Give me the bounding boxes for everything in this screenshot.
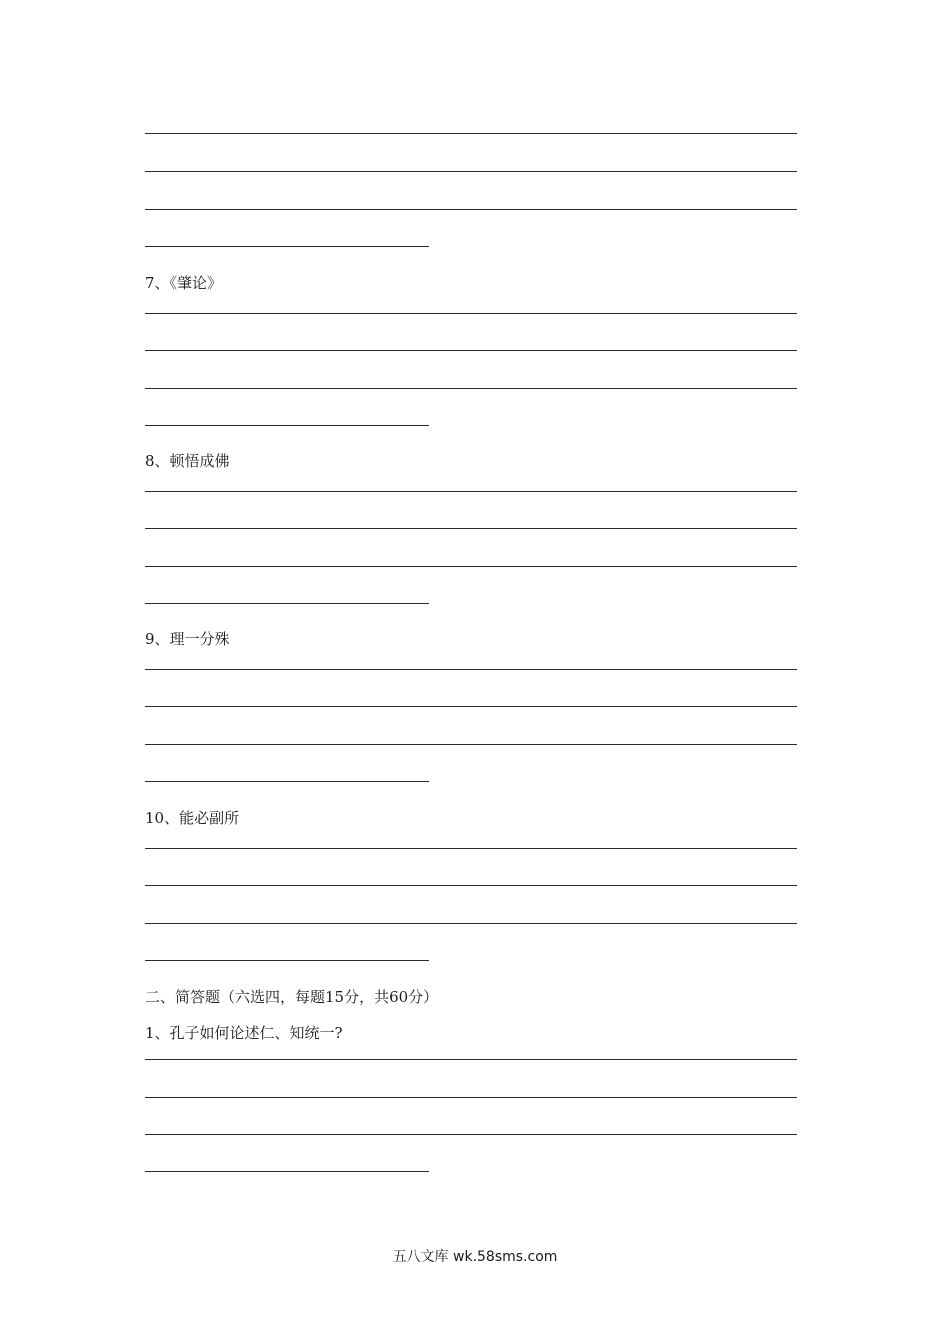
answer-line bbox=[145, 1059, 797, 1060]
section-2-question-1: 1、孔子如何论述仁、知统一? bbox=[145, 1024, 343, 1042]
footer-source-text: 五八文库 wk.58sms.com bbox=[392, 1249, 558, 1265]
question-8-label: 8、顿悟成佛 bbox=[145, 452, 230, 470]
question-9-label: 9、理一分殊 bbox=[145, 630, 230, 648]
answer-line bbox=[145, 669, 797, 670]
answer-line bbox=[145, 603, 429, 604]
answer-line bbox=[145, 885, 797, 886]
answer-line bbox=[145, 1171, 429, 1172]
answer-line bbox=[145, 313, 797, 314]
answer-line bbox=[145, 744, 797, 745]
answer-line bbox=[145, 491, 797, 492]
answer-line bbox=[145, 388, 797, 389]
answer-line bbox=[145, 209, 797, 210]
answer-line bbox=[145, 1134, 797, 1135]
answer-line bbox=[145, 923, 797, 924]
answer-line bbox=[145, 706, 797, 707]
answer-line bbox=[145, 781, 429, 782]
question-10-label: 10、能必副所 bbox=[145, 809, 240, 827]
answer-line bbox=[145, 246, 429, 247]
answer-line bbox=[145, 350, 797, 351]
answer-line bbox=[145, 171, 797, 172]
question-7-label: 7、《肇论》 bbox=[145, 274, 223, 292]
answer-line bbox=[145, 848, 797, 849]
answer-line bbox=[145, 425, 429, 426]
section-2-heading: 二、简答题（六选四，每题15分，共60分） bbox=[145, 988, 439, 1006]
answer-line bbox=[145, 960, 429, 961]
answer-line bbox=[145, 566, 797, 567]
answer-line bbox=[145, 133, 797, 134]
answer-line bbox=[145, 1097, 797, 1098]
answer-line bbox=[145, 528, 797, 529]
